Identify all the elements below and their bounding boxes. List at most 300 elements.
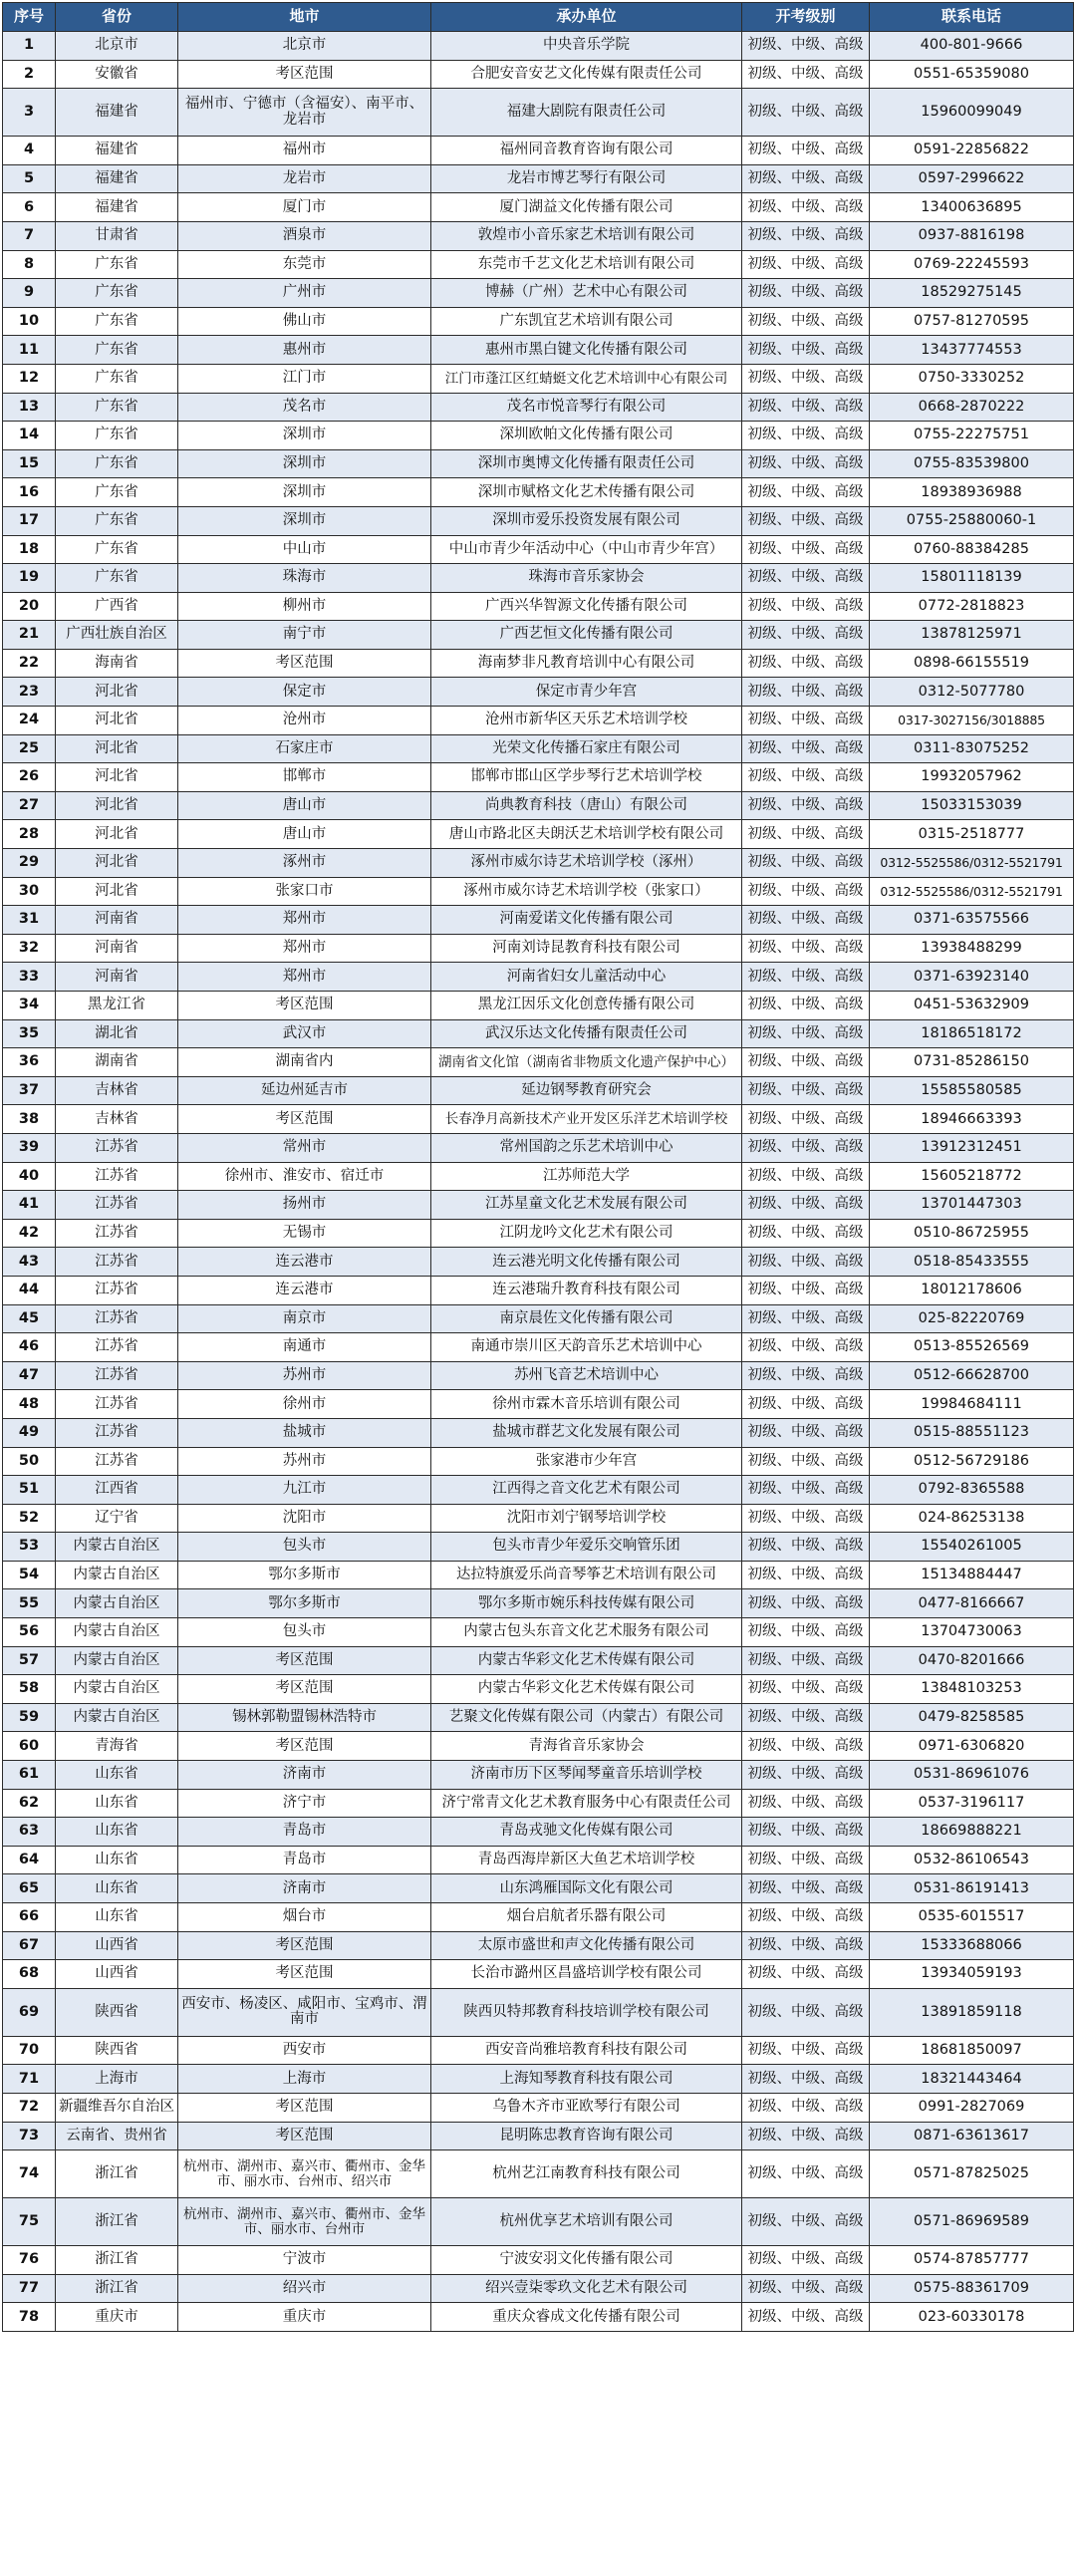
table-row	[3, 221, 1074, 250]
table-row	[3, 2122, 1074, 2150]
row-province: 广东省	[56, 422, 178, 450]
row-phone: 19984684111	[870, 1390, 1074, 1419]
table-row	[3, 564, 1074, 593]
row-phone: 0531-86191413	[870, 1874, 1074, 1903]
row-level: 初级、中级、高级	[742, 250, 870, 279]
row-city: 南通市	[178, 1333, 431, 1362]
row-level: 初级、中级、高级	[742, 1761, 870, 1790]
row-level: 初级、中级、高级	[742, 1561, 870, 1589]
row-phone: 0535-6015517	[870, 1903, 1074, 1932]
row-phone: 13400636895	[870, 193, 1074, 222]
row-province: 江苏省	[56, 1162, 178, 1191]
row-organizer: 上海知琴教育科技有限公司	[431, 2065, 742, 2094]
row-index: 35	[3, 1019, 56, 1048]
row-province: 云南省、贵州省	[56, 2122, 178, 2150]
row-organizer: 深圳市奥博文化传播有限责任公司	[431, 449, 742, 478]
row-organizer: 山东鸿雁国际文化有限公司	[431, 1874, 742, 1903]
row-province: 江苏省	[56, 1248, 178, 1277]
row-level: 初级、中级、高级	[742, 849, 870, 878]
row-phone: 0532-86106543	[870, 1846, 1074, 1874]
row-city: 东莞市	[178, 250, 431, 279]
row-province: 江苏省	[56, 1418, 178, 1447]
row-index: 65	[3, 1874, 56, 1903]
row-phone: 0537-3196117	[870, 1789, 1074, 1818]
row-phone: 0311-83075252	[870, 734, 1074, 763]
row-phone: 15585580585	[870, 1076, 1074, 1105]
table-row	[3, 1903, 1074, 1932]
row-phone: 15801118139	[870, 564, 1074, 593]
row-index: 56	[3, 1618, 56, 1647]
row-phone: 0451-53632909	[870, 992, 1074, 1020]
row-index: 25	[3, 734, 56, 763]
row-city: 唐山市	[178, 791, 431, 820]
table-row	[3, 1533, 1074, 1562]
row-city: 考区范围	[178, 649, 431, 678]
row-province: 山西省	[56, 1960, 178, 1989]
row-city: 珠海市	[178, 564, 431, 593]
row-phone: 0515-88551123	[870, 1418, 1074, 1447]
row-city: 广州市	[178, 279, 431, 308]
row-phone: 18529275145	[870, 279, 1074, 308]
row-level: 初级、中级、高级	[742, 89, 870, 137]
table-row	[3, 164, 1074, 193]
row-level: 初级、中级、高级	[742, 1960, 870, 1989]
row-phone: 13934059193	[870, 1960, 1074, 1989]
row-level: 初级、中级、高级	[742, 1931, 870, 1960]
row-index: 16	[3, 478, 56, 507]
row-level: 初级、中级、高级	[742, 1903, 870, 1932]
header-province: 省份	[56, 3, 178, 32]
row-city: 唐山市	[178, 820, 431, 849]
row-organizer: 内蒙古华彩文化艺术传媒有限公司	[431, 1675, 742, 1704]
row-phone: 0757-81270595	[870, 307, 1074, 336]
row-phone: 13891859118	[870, 1988, 1074, 2036]
row-city: 宁波市	[178, 2246, 431, 2275]
row-phone: 0512-56729186	[870, 1447, 1074, 1476]
row-phone: 13938488299	[870, 934, 1074, 963]
row-city: 郑州市	[178, 963, 431, 992]
table-row	[3, 307, 1074, 336]
row-organizer: 内蒙古华彩文化艺术传媒有限公司	[431, 1646, 742, 1675]
row-organizer: 沧州市新华区天乐艺术培训学校	[431, 707, 742, 735]
row-index: 73	[3, 2122, 56, 2150]
row-city: 绍兴市	[178, 2274, 431, 2303]
row-index: 67	[3, 1931, 56, 1960]
table-row	[3, 449, 1074, 478]
table-row	[3, 734, 1074, 763]
row-city: 扬州市	[178, 1191, 431, 1220]
table-row	[3, 934, 1074, 963]
row-index: 53	[3, 1533, 56, 1562]
row-province: 广西省	[56, 592, 178, 621]
row-organizer: 长治市潞州区昌盛培训学校有限公司	[431, 1960, 742, 1989]
row-phone: 0315-2518777	[870, 820, 1074, 849]
row-city: 包头市	[178, 1533, 431, 1562]
row-province: 广东省	[56, 250, 178, 279]
row-city: 连云港市	[178, 1248, 431, 1277]
row-level: 初级、中级、高级	[742, 963, 870, 992]
row-level: 初级、中级、高级	[742, 1191, 870, 1220]
row-index: 8	[3, 250, 56, 279]
row-province: 河北省	[56, 734, 178, 763]
row-phone: 0317-3027156/3018885	[870, 707, 1074, 735]
row-province: 河北省	[56, 678, 178, 707]
row-phone: 0479-8258585	[870, 1703, 1074, 1732]
row-index: 32	[3, 934, 56, 963]
row-level: 初级、中级、高级	[742, 1333, 870, 1362]
row-phone: 0312-5077780	[870, 678, 1074, 707]
row-level: 初级、中级、高级	[742, 2036, 870, 2065]
row-level: 初级、中级、高级	[742, 422, 870, 450]
row-city: 南宁市	[178, 621, 431, 650]
row-organizer: 陕西贝特邦教育科技培训学校有限公司	[431, 1988, 742, 2036]
row-phone: 18946663393	[870, 1105, 1074, 1134]
row-phone: 15540261005	[870, 1533, 1074, 1562]
row-organizer: 博赫（广州）艺术中心有限公司	[431, 279, 742, 308]
table-row	[3, 649, 1074, 678]
row-city: 郑州市	[178, 934, 431, 963]
row-organizer: 达拉特旗爱乐尚音琴筝艺术培训有限公司	[431, 1561, 742, 1589]
table-row	[3, 1333, 1074, 1362]
row-phone: 15333688066	[870, 1931, 1074, 1960]
row-level: 初级、中级、高级	[742, 906, 870, 935]
row-level: 初级、中级、高级	[742, 2198, 870, 2246]
row-index: 71	[3, 2065, 56, 2094]
row-index: 43	[3, 1248, 56, 1277]
row-phone: 0731-85286150	[870, 1048, 1074, 1077]
row-index: 48	[3, 1390, 56, 1419]
row-city: 惠州市	[178, 336, 431, 365]
row-index: 63	[3, 1818, 56, 1847]
row-city: 延边州延吉市	[178, 1076, 431, 1105]
row-phone: 0597-2996622	[870, 164, 1074, 193]
row-province: 浙江省	[56, 2246, 178, 2275]
row-index: 59	[3, 1703, 56, 1732]
row-organizer: 济宁常青文化艺术教育服务中心有限责任公司	[431, 1789, 742, 1818]
table-row	[3, 1133, 1074, 1162]
row-city: 武汉市	[178, 1019, 431, 1048]
table-row	[3, 1304, 1074, 1333]
row-index: 17	[3, 506, 56, 535]
table-row	[3, 791, 1074, 820]
table-row	[3, 2246, 1074, 2275]
row-level: 初级、中级、高级	[742, 307, 870, 336]
table-row	[3, 1390, 1074, 1419]
row-level: 初级、中级、高级	[742, 707, 870, 735]
row-index: 46	[3, 1333, 56, 1362]
row-city: 江门市	[178, 364, 431, 393]
row-phone: 0512-66628700	[870, 1361, 1074, 1390]
row-index: 15	[3, 449, 56, 478]
row-organizer: 江阴龙吟文化艺术有限公司	[431, 1219, 742, 1248]
row-province: 河北省	[56, 791, 178, 820]
table-row	[3, 193, 1074, 222]
row-organizer: 重庆众睿成文化传播有限公司	[431, 2303, 742, 2332]
row-index: 64	[3, 1846, 56, 1874]
row-phone: 18669888221	[870, 1818, 1074, 1847]
row-province: 吉林省	[56, 1105, 178, 1134]
row-organizer: 福建大剧院有限责任公司	[431, 89, 742, 137]
row-phone: 0312-5525586/0312-5521791	[870, 877, 1074, 906]
table-row	[3, 1276, 1074, 1304]
row-phone: 0937-8816198	[870, 221, 1074, 250]
row-phone: 400-801-9666	[870, 32, 1074, 61]
row-city: 保定市	[178, 678, 431, 707]
row-index: 2	[3, 60, 56, 89]
row-province: 河南省	[56, 934, 178, 963]
table-row	[3, 1361, 1074, 1390]
row-index: 66	[3, 1903, 56, 1932]
row-level: 初级、中级、高级	[742, 1304, 870, 1333]
row-city: 柳州市	[178, 592, 431, 621]
row-level: 初级、中级、高级	[742, 535, 870, 564]
row-province: 河北省	[56, 849, 178, 878]
row-organizer: 沈阳市刘宁钢琴培训学校	[431, 1504, 742, 1533]
row-index: 23	[3, 678, 56, 707]
row-organizer: 西安音尚雅培教育科技有限公司	[431, 2036, 742, 2065]
row-phone: 0971-6306820	[870, 1732, 1074, 1761]
row-province: 江苏省	[56, 1390, 178, 1419]
row-index: 22	[3, 649, 56, 678]
row-organizer: 徐州市霖木音乐培训有限公司	[431, 1390, 742, 1419]
table-row	[3, 32, 1074, 61]
table-row	[3, 820, 1074, 849]
row-phone: 0898-66155519	[870, 649, 1074, 678]
table-row	[3, 2065, 1074, 2094]
row-organizer: 深圳市赋格文化艺术传播有限公司	[431, 478, 742, 507]
row-organizer: 中山市青少年活动中心（中山市青少年宫）	[431, 535, 742, 564]
row-level: 初级、中级、高级	[742, 1589, 870, 1618]
row-level: 初级、中级、高级	[742, 1276, 870, 1304]
row-city: 鄂尔多斯市	[178, 1589, 431, 1618]
row-city: 福州市	[178, 137, 431, 165]
row-phone: 0575-88361709	[870, 2274, 1074, 2303]
row-city: 考区范围	[178, 1732, 431, 1761]
row-city: 鄂尔多斯市	[178, 1561, 431, 1589]
row-phone: 023-60330178	[870, 2303, 1074, 2332]
row-level: 初级、中级、高级	[742, 1076, 870, 1105]
table-row	[3, 1476, 1074, 1505]
row-level: 初级、中级、高级	[742, 1162, 870, 1191]
table-row	[3, 763, 1074, 792]
row-level: 初级、中级、高级	[742, 649, 870, 678]
row-organizer: 艺聚文化传媒有限公司（内蒙古）有限公司	[431, 1703, 742, 1732]
row-level: 初级、中级、高级	[742, 1476, 870, 1505]
row-city: 厦门市	[178, 193, 431, 222]
row-index: 3	[3, 89, 56, 137]
row-city: 郑州市	[178, 906, 431, 935]
row-index: 69	[3, 1988, 56, 2036]
row-level: 初级、中级、高级	[742, 336, 870, 365]
row-province: 广东省	[56, 279, 178, 308]
row-phone: 0470-8201666	[870, 1646, 1074, 1675]
row-city: 湖南省内	[178, 1048, 431, 1077]
row-province: 广东省	[56, 478, 178, 507]
row-phone: 13704730063	[870, 1618, 1074, 1647]
row-index: 36	[3, 1048, 56, 1077]
row-phone: 18186518172	[870, 1019, 1074, 1048]
row-phone: 0769-22245593	[870, 250, 1074, 279]
row-organizer: 涿州市威尔诗艺术培训学校（涿州）	[431, 849, 742, 878]
row-phone: 18681850097	[870, 2036, 1074, 2065]
table-row	[3, 89, 1074, 137]
row-phone: 0571-86969589	[870, 2198, 1074, 2246]
table-row	[3, 1846, 1074, 1874]
row-level: 初级、中级、高级	[742, 137, 870, 165]
row-index: 34	[3, 992, 56, 1020]
table-row	[3, 1960, 1074, 1989]
row-level: 初级、中级、高级	[742, 364, 870, 393]
row-organizer: 海南梦非凡教育培训中心有限公司	[431, 649, 742, 678]
row-province: 山东省	[56, 1761, 178, 1790]
row-organizer: 广东凯宜艺术培训有限公司	[431, 307, 742, 336]
table-row	[3, 336, 1074, 365]
row-city: 包头市	[178, 1618, 431, 1647]
row-province: 内蒙古自治区	[56, 1618, 178, 1647]
row-province: 江苏省	[56, 1191, 178, 1220]
row-level: 初级、中级、高级	[742, 1703, 870, 1732]
row-province: 内蒙古自治区	[56, 1675, 178, 1704]
row-index: 9	[3, 279, 56, 308]
row-organizer: 保定市青少年宫	[431, 678, 742, 707]
row-city: 九江市	[178, 1476, 431, 1505]
row-phone: 0871-63613617	[870, 2122, 1074, 2150]
row-phone: 0551-65359080	[870, 60, 1074, 89]
row-city: 中山市	[178, 535, 431, 564]
row-index: 51	[3, 1476, 56, 1505]
row-phone: 15134884447	[870, 1561, 1074, 1589]
row-organizer: 广西兴华智源文化传播有限公司	[431, 592, 742, 621]
row-index: 31	[3, 906, 56, 935]
row-city: 济南市	[178, 1874, 431, 1903]
row-index: 11	[3, 336, 56, 365]
row-level: 初级、中级、高级	[742, 221, 870, 250]
row-city: 杭州市、湖州市、嘉兴市、衢州市、金华市、丽水市、台州市、绍兴市	[178, 2150, 431, 2198]
row-province: 河南省	[56, 963, 178, 992]
row-city: 考区范围	[178, 992, 431, 1020]
row-province: 广东省	[56, 449, 178, 478]
row-province: 广东省	[56, 307, 178, 336]
row-organizer: 苏州飞音艺术培训中心	[431, 1361, 742, 1390]
table-row	[3, 849, 1074, 878]
row-level: 初级、中级、高级	[742, 934, 870, 963]
row-level: 初级、中级、高级	[742, 1504, 870, 1533]
row-organizer: 包头市青少年爱乐交响管乐团	[431, 1533, 742, 1562]
row-organizer: 江苏星童文化艺术发展有限公司	[431, 1191, 742, 1220]
row-province: 河北省	[56, 707, 178, 735]
row-organizer: 唐山市路北区夫朗沃艺术培训学校有限公司	[431, 820, 742, 849]
row-organizer: 河南刘诗昆教育科技有限公司	[431, 934, 742, 963]
row-level: 初级、中级、高级	[742, 393, 870, 422]
row-city: 济南市	[178, 1761, 431, 1790]
row-index: 72	[3, 2093, 56, 2122]
row-phone: 0518-85433555	[870, 1248, 1074, 1277]
row-province: 河北省	[56, 763, 178, 792]
row-index: 57	[3, 1646, 56, 1675]
table-row	[3, 2093, 1074, 2122]
row-level: 初级、中级、高级	[742, 60, 870, 89]
row-level: 初级、中级、高级	[742, 820, 870, 849]
row-index: 12	[3, 364, 56, 393]
row-index: 39	[3, 1133, 56, 1162]
row-city: 上海市	[178, 2065, 431, 2094]
row-city: 重庆市	[178, 2303, 431, 2332]
table-row	[3, 2198, 1074, 2246]
row-organizer: 昆明陈忠教育咨询有限公司	[431, 2122, 742, 2150]
table-body	[3, 32, 1074, 2332]
table-row	[3, 992, 1074, 1020]
row-province: 上海市	[56, 2065, 178, 2094]
row-organizer: 宁波安羽文化传播有限公司	[431, 2246, 742, 2275]
row-city: 茂名市	[178, 393, 431, 422]
row-phone: 0760-88384285	[870, 535, 1074, 564]
row-level: 初级、中级、高级	[742, 1846, 870, 1874]
table-row	[3, 1105, 1074, 1134]
row-province: 浙江省	[56, 2150, 178, 2198]
row-city: 无锡市	[178, 1219, 431, 1248]
row-province: 广西壮族自治区	[56, 621, 178, 650]
row-organizer: 敦煌市小音乐家艺术培训有限公司	[431, 221, 742, 250]
row-level: 初级、中级、高级	[742, 1390, 870, 1419]
table-row	[3, 906, 1074, 935]
table-row	[3, 1931, 1074, 1960]
row-index: 52	[3, 1504, 56, 1533]
row-level: 初级、中级、高级	[742, 1447, 870, 1476]
row-province: 湖北省	[56, 1019, 178, 1048]
row-level: 初级、中级、高级	[742, 2150, 870, 2198]
row-organizer: 江门市蓬江区红蜻蜓文化艺术培训中心有限公司	[431, 364, 742, 393]
row-organizer: 茂名市悦音琴行有限公司	[431, 393, 742, 422]
row-city: 杭州市、湖州市、嘉兴市、衢州市、金华市、丽水市、台州市	[178, 2198, 431, 2246]
row-city: 南京市	[178, 1304, 431, 1333]
row-level: 初级、中级、高级	[742, 1219, 870, 1248]
row-level: 初级、中级、高级	[742, 1048, 870, 1077]
row-province: 内蒙古自治区	[56, 1589, 178, 1618]
row-organizer: 武汉乐达文化传播有限责任公司	[431, 1019, 742, 1048]
row-organizer: 厦门湖益文化传播有限公司	[431, 193, 742, 222]
row-city: 酒泉市	[178, 221, 431, 250]
table-row	[3, 422, 1074, 450]
examination-venue-table	[2, 2, 1074, 2332]
row-city: 邯郸市	[178, 763, 431, 792]
row-phone: 0510-86725955	[870, 1219, 1074, 1248]
row-province: 江苏省	[56, 1361, 178, 1390]
table-row	[3, 2036, 1074, 2065]
row-level: 初级、中级、高级	[742, 1646, 870, 1675]
table-row	[3, 1675, 1074, 1704]
row-province: 河南省	[56, 906, 178, 935]
row-level: 初级、中级、高级	[742, 449, 870, 478]
row-index: 14	[3, 422, 56, 450]
row-level: 初级、中级、高级	[742, 2303, 870, 2332]
row-organizer: 南京晨佐文化传播有限公司	[431, 1304, 742, 1333]
table-row	[3, 137, 1074, 165]
row-index: 45	[3, 1304, 56, 1333]
row-index: 41	[3, 1191, 56, 1220]
row-organizer: 青岛西海岸新区大鱼艺术培训学校	[431, 1846, 742, 1874]
row-index: 58	[3, 1675, 56, 1704]
row-province: 内蒙古自治区	[56, 1533, 178, 1562]
row-city: 烟台市	[178, 1903, 431, 1932]
row-organizer: 杭州艺江南教育科技有限公司	[431, 2150, 742, 2198]
row-organizer: 光荣文化传播石家庄有限公司	[431, 734, 742, 763]
table-row	[3, 1988, 1074, 2036]
row-phone: 0591-22856822	[870, 137, 1074, 165]
table-row	[3, 2150, 1074, 2198]
table-row	[3, 1561, 1074, 1589]
table-row	[3, 393, 1074, 422]
row-city: 徐州市	[178, 1390, 431, 1419]
